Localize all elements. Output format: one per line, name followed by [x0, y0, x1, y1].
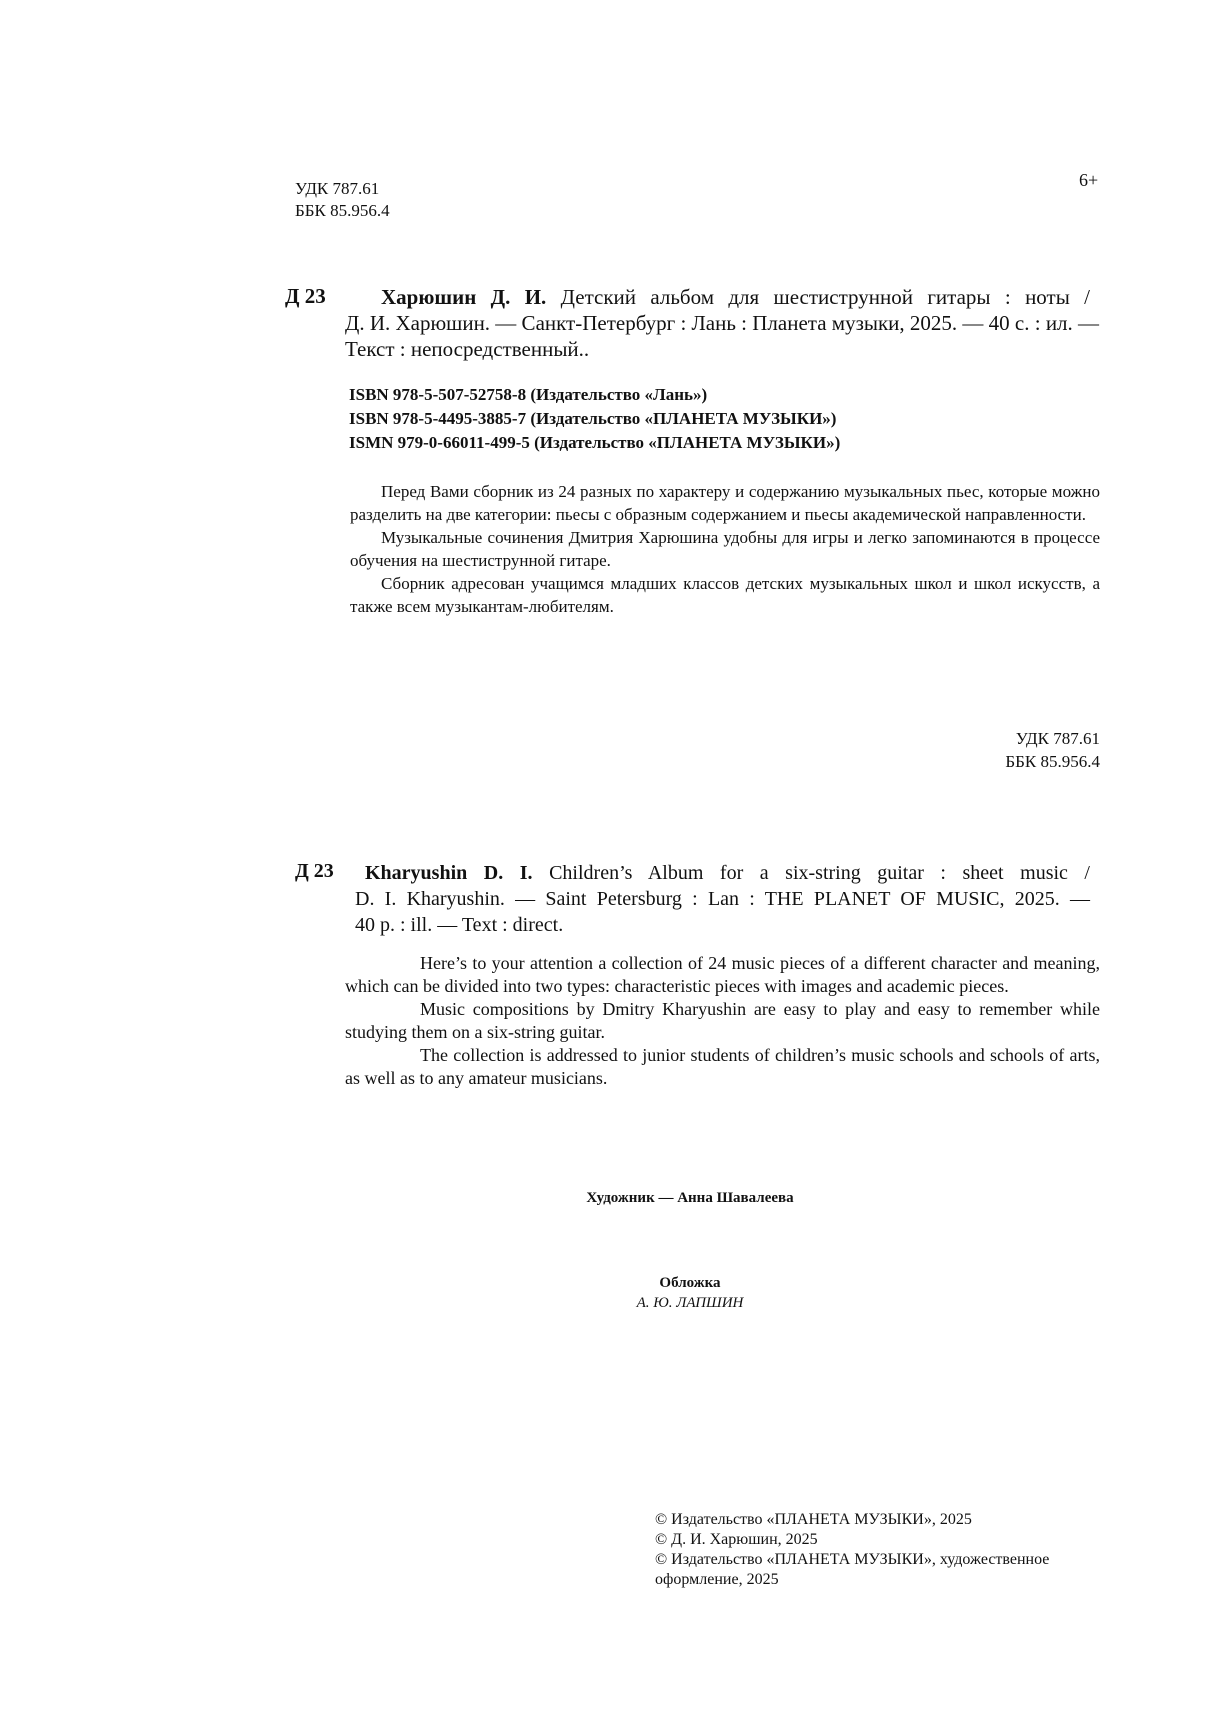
annotation-paragraph: The collection is addressed to junior students of children’s music schools and schools of arts, as well as to any amateur musicians. [345, 1045, 1100, 1088]
record-title: Children’s Album for a six-string guitar : sheet music / [549, 862, 1090, 884]
record-imprint: Д. И. Харюшин. — Санкт-Петербург : Лань : Планета музыки, 2025. — 40 с. : ил. — [345, 311, 1100, 335]
annotation-ru [350, 480, 1100, 618]
bbk-code: ББК 85.956.4 [295, 201, 390, 220]
cover-label: Обложка [659, 1275, 721, 1291]
bibliographic-record-en [355, 860, 1090, 938]
annotation-en [345, 952, 1100, 1090]
annotation-paragraph: Перед Вами сборник из 24 разных по характеру и содержанию музыкальных пьес, которые можно разделить на две категории: пьесы с образным содержанием и пьесы академической направленности. [350, 482, 1100, 524]
classification-codes-bottom [985, 727, 1100, 773]
record-content-type: 40 p. : ill. — Text : direct. [355, 914, 564, 936]
record-author: Kharyushin D. I. [365, 862, 533, 884]
author-mark-en: Д 23 [295, 860, 334, 882]
copyright-line: © Издательство «ПЛАНЕТА МУЗЫКИ», художественное оформление, 2025 [655, 1551, 1050, 1588]
annotation-paragraph: Here’s to your attention a collection of 24 music pieces of a different character and meaning, which can be divided into two types: characteristic pieces with images and academic pieces. [345, 953, 1100, 996]
udk-code: УДК 787.61 [1015, 729, 1100, 748]
copyright-block [655, 1510, 1100, 1590]
copyright-line: © Д. И. Харюшин, 2025 [655, 1531, 818, 1548]
classification-codes-top [295, 178, 390, 222]
isbn-item: ISBN 978-5-507-52758-8 (Издательство «Лань») [349, 385, 708, 404]
annotation-paragraph: Music compositions by Dmitry Kharyushin are easy to play and easy to remember while studying them on a six-string guitar. [345, 999, 1100, 1042]
bbk-code: ББК 85.956.4 [1005, 752, 1100, 771]
age-rating: 6+ [1079, 170, 1099, 190]
udk-code: УДК 787.61 [295, 179, 380, 198]
record-author: Харюшин Д. И. [381, 285, 547, 309]
record-content-type: Текст : непосредственный.. [345, 337, 590, 361]
isbn-item: ISBN 978-5-4495-3885-7 (Издательство «ПЛАНЕТА МУЗЫКИ») [349, 409, 837, 428]
annotation-paragraph: Сборник адресован учащимся младших классов детских музыкальных школ и школ искусств, а также всем музыкантам-любителям. [350, 574, 1100, 616]
bibliographic-record-ru [345, 284, 1100, 362]
author-mark-ru: Д 23 [285, 284, 326, 308]
record-title: Детский альбом для шестиструнной гитары : ноты / [560, 285, 1091, 309]
artist-credit: Художник — Анна Шавалеева [586, 1190, 794, 1206]
record-imprint: D. I. Kharyushin. — Saint Petersburg : Lan : THE PLANET OF MUSIC, 2025. — [355, 888, 1090, 910]
cover-designer: А. Ю. ЛАПШИН [636, 1295, 744, 1311]
copyright-line: © Издательство «ПЛАНЕТА МУЗЫКИ», 2025 [655, 1511, 972, 1528]
isbn-list [349, 383, 840, 455]
annotation-paragraph: Музыкальные сочинения Дмитрия Харюшина удобны для игры и легко запоминаются в процессе обучения на шестиструнной гитаре. [350, 528, 1100, 570]
ismn-item: ISMN 979-0-66011-499-5 (Издательство «ПЛАНЕТА МУЗЫКИ») [349, 433, 841, 452]
cover-credit [0, 1273, 1212, 1313]
